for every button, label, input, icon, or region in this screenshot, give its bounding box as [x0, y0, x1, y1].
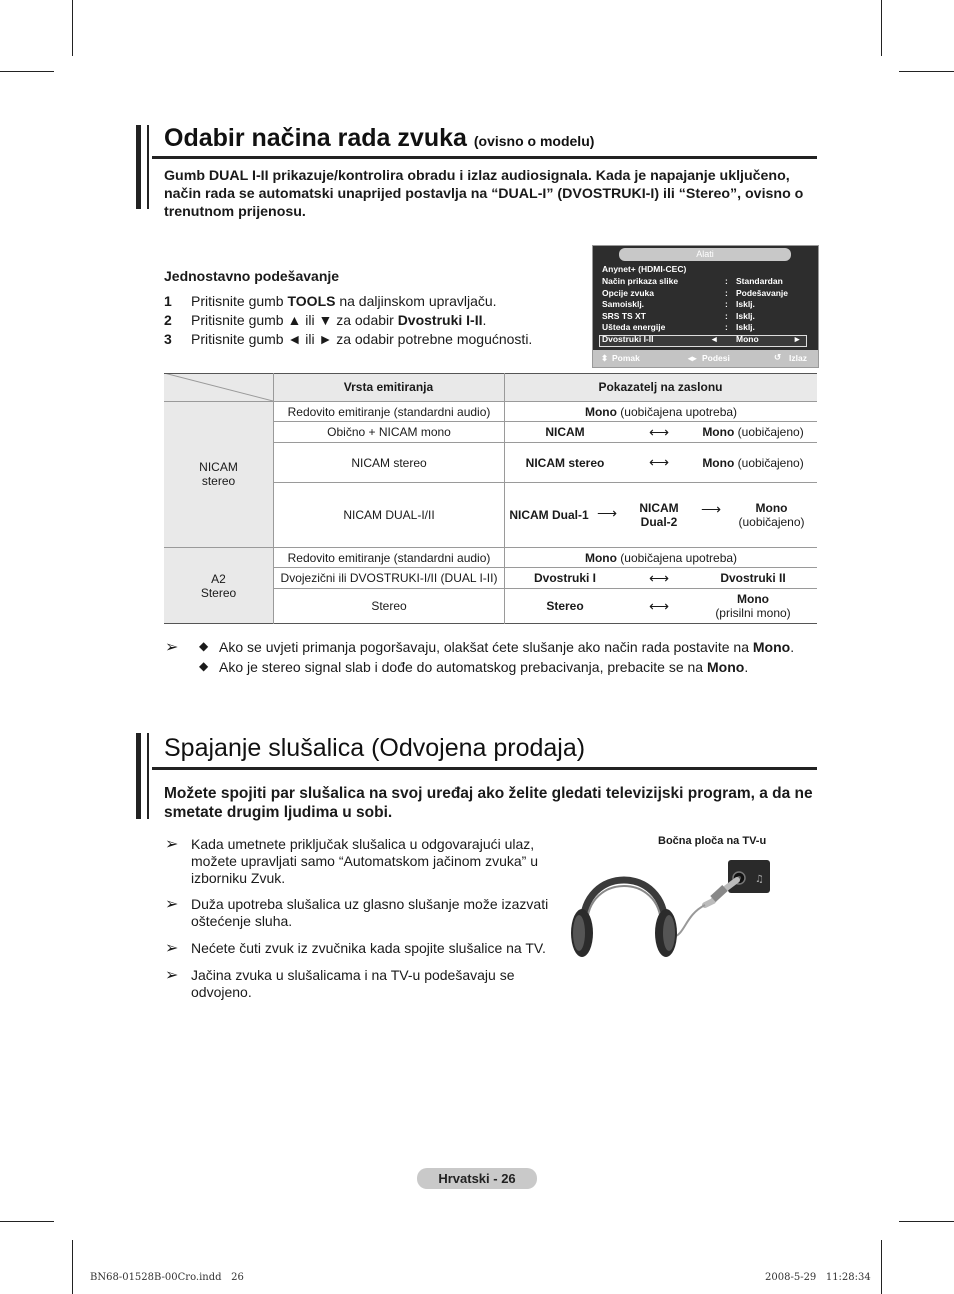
- note-arrow-icon: ➢: [165, 836, 179, 853]
- svg-text:♫: ♫: [755, 874, 764, 885]
- table-cell: NICAM stereo: [351, 455, 427, 470]
- print-slug-file: BN68-01528B-00Cro.indd 26: [90, 1272, 244, 1283]
- page-number-badge: Hrvatski - 26: [417, 1168, 537, 1189]
- crop-mark: [72, 1240, 73, 1294]
- table-cell: Redovito emitiranje (standardni audio): [287, 550, 491, 565]
- table-cell: Mono (uobičajeno): [702, 425, 804, 439]
- table-cell: NICAM Dual-1: [509, 508, 589, 522]
- note-text: Ako je stereo signal slab i dođe do automatskog prebacivanja, prebacite se na Mono.: [219, 659, 749, 675]
- table-cell: Mono (uobičajeno): [702, 455, 804, 470]
- note-arrow-icon: ➢: [165, 896, 179, 913]
- return-icon: ↺: [774, 352, 782, 362]
- menu-title: Alati: [619, 248, 791, 261]
- crop-mark: [899, 71, 954, 72]
- section-rule: [152, 767, 817, 770]
- broadcast-table: [164, 373, 817, 624]
- note-text: Kada umetnete priključak slušalica u odgovarajući ulaz, možete upravljati samo “Automatskom jačinom zvuka” u izborniku Zvuk.: [191, 836, 539, 886]
- section-bar: [147, 125, 149, 209]
- both-arrow-icon: ⟷: [648, 423, 670, 440]
- table-cell: Mono (uobičajena upotreba): [584, 404, 738, 419]
- note-text: Duža upotreba slušalica uz glasno slušanje može izazvati oštećenje sluha.: [191, 896, 549, 929]
- print-slug-date: 2008-5-29 11:28:34: [765, 1272, 871, 1283]
- table-cell: NICAM Dual-2: [639, 501, 679, 529]
- crop-mark: [72, 0, 73, 56]
- step-item: 2 Pritisnite gumb ▲ ili ▼ za odabir Dvostruki I-II.: [164, 312, 487, 328]
- section-title-suffix: (ovisno o modelu): [473, 133, 595, 149]
- group-cell-a2: A2 Stereo: [164, 547, 273, 624]
- section-title: Odabir načina rada zvuka (ovisno o modelu): [164, 124, 595, 152]
- right-arrow-icon: ⟶: [596, 504, 618, 521]
- note-text: Nećete čuti zvuk iz zvučnika kada spojite slušalice na TV.: [191, 940, 546, 956]
- step-item: 1 Pritisnite gumb TOOLS na daljinskom upravljaču.: [164, 293, 497, 309]
- menu-item: Ušteda energije : Isklj.: [602, 322, 755, 332]
- corner-diagonal: [164, 373, 273, 401]
- group-cell-nicam: NICAM stereo: [164, 401, 273, 547]
- note-arrow-icon: ➢: [165, 639, 179, 656]
- table-cell: Mono (uobičajena upotreba): [584, 550, 738, 565]
- menu-item: Anynet+ (HDMI-CEC): [602, 264, 687, 274]
- table-cell: Obično + NICAM mono: [327, 425, 451, 439]
- both-arrow-icon: ⟷: [648, 597, 670, 614]
- table-header: Vrsta emitiranja: [273, 373, 504, 401]
- note-arrow-icon: ➢: [165, 940, 179, 957]
- adjust-icon: ◂▸: [688, 353, 697, 363]
- table-cell: Dvojezični ili DVOSTRUKI-I/II (DUAL I-II): [280, 571, 498, 585]
- note-text: Jačina zvuka u slušalicama i na TV-u podešavaju se odvojeno.: [191, 967, 515, 1000]
- right-arrow-icon: ⟶: [700, 500, 722, 517]
- table-cell: NICAM DUAL-I/II: [343, 508, 435, 522]
- menu-item: Opcije zvuka : Podešavanje: [602, 288, 788, 298]
- figure-caption: Bočna ploča na TV-u: [658, 835, 767, 847]
- arrow-left-icon: ◄: [710, 334, 719, 344]
- crop-mark: [881, 0, 882, 56]
- table-cell: Dvostruki I: [533, 571, 596, 585]
- tools-menu-screenshot: [592, 245, 819, 368]
- table-cell: Mono (uobičajeno): [738, 501, 805, 529]
- bullet-icon: ◆: [199, 659, 209, 673]
- section-bar: [147, 733, 149, 819]
- section-bar: [136, 125, 141, 209]
- both-arrow-icon: ⟷: [648, 569, 670, 586]
- table-cell: Stereo: [546, 599, 584, 613]
- menu-item: Način prikaza slike : Standardan: [602, 276, 783, 286]
- table-cell: Stereo: [371, 599, 407, 613]
- setup-heading: Jednostavno podešavanje: [164, 268, 340, 284]
- bullet-icon: ◆: [199, 639, 209, 653]
- table-cell: Redovito emitiranje (standardni audio): [287, 404, 491, 419]
- arrow-right-icon: ►: [793, 334, 802, 344]
- both-arrow-icon: ⟷: [648, 454, 670, 470]
- section-rule: [152, 156, 817, 159]
- menu-item-selected-text: Dvostruki I-II ◄ Mono ►: [602, 334, 802, 344]
- table-header: Pokazatelj na zaslonu: [504, 373, 817, 401]
- table-cell: Dvostruki II: [720, 571, 786, 585]
- table-cell: Mono (prisilni mono): [715, 592, 791, 620]
- menu-item: SRS TS XT : Isklj.: [602, 311, 755, 321]
- crop-mark: [881, 1240, 882, 1294]
- crop-mark: [0, 71, 54, 72]
- table-cell: NICAM stereo: [525, 455, 605, 470]
- menu-footer: ⬍ Pomak ◂▸ Podesi ↺ Izlaz: [593, 350, 818, 367]
- note-arrow-icon: ➢: [165, 967, 179, 984]
- headphones-illustration: [565, 855, 775, 965]
- step-item: 3 Pritisnite gumb ◄ ili ► za odabir potrebne mogućnosti.: [164, 331, 533, 347]
- move-icon: ⬍: [601, 353, 609, 363]
- section-title: Spajanje slušalica (Odvojena prodaja): [164, 734, 586, 762]
- table-cell: NICAM: [545, 425, 585, 439]
- crop-mark: [899, 1221, 954, 1222]
- section-bar: [136, 733, 141, 819]
- section-intro: Možete spojiti par slušalica na svoj uređaj ako želite gledati televizijski program, a da ne smetate drugim ljudima u sobi.: [164, 785, 813, 821]
- note-text: Ako se uvjeti primanja pogoršavaju, olakšat ćete slušanje ako način rada postavite na Mono.: [219, 639, 795, 655]
- crop-mark: [0, 1221, 54, 1222]
- steps-list: [164, 292, 584, 349]
- section-intro: Gumb DUAL I-II prikazuje/kontrolira obradu i izlaz audiosignala. Kada je napajanje uključeno, način rada se automatski unaprijed postavlja na “DUAL-I” (DVOSTRUKI-I) ili “Stereo”, ovisno o trenutnom prijenosu.: [164, 168, 804, 220]
- menu-item: Samoisklj. : Isklj.: [602, 299, 755, 309]
